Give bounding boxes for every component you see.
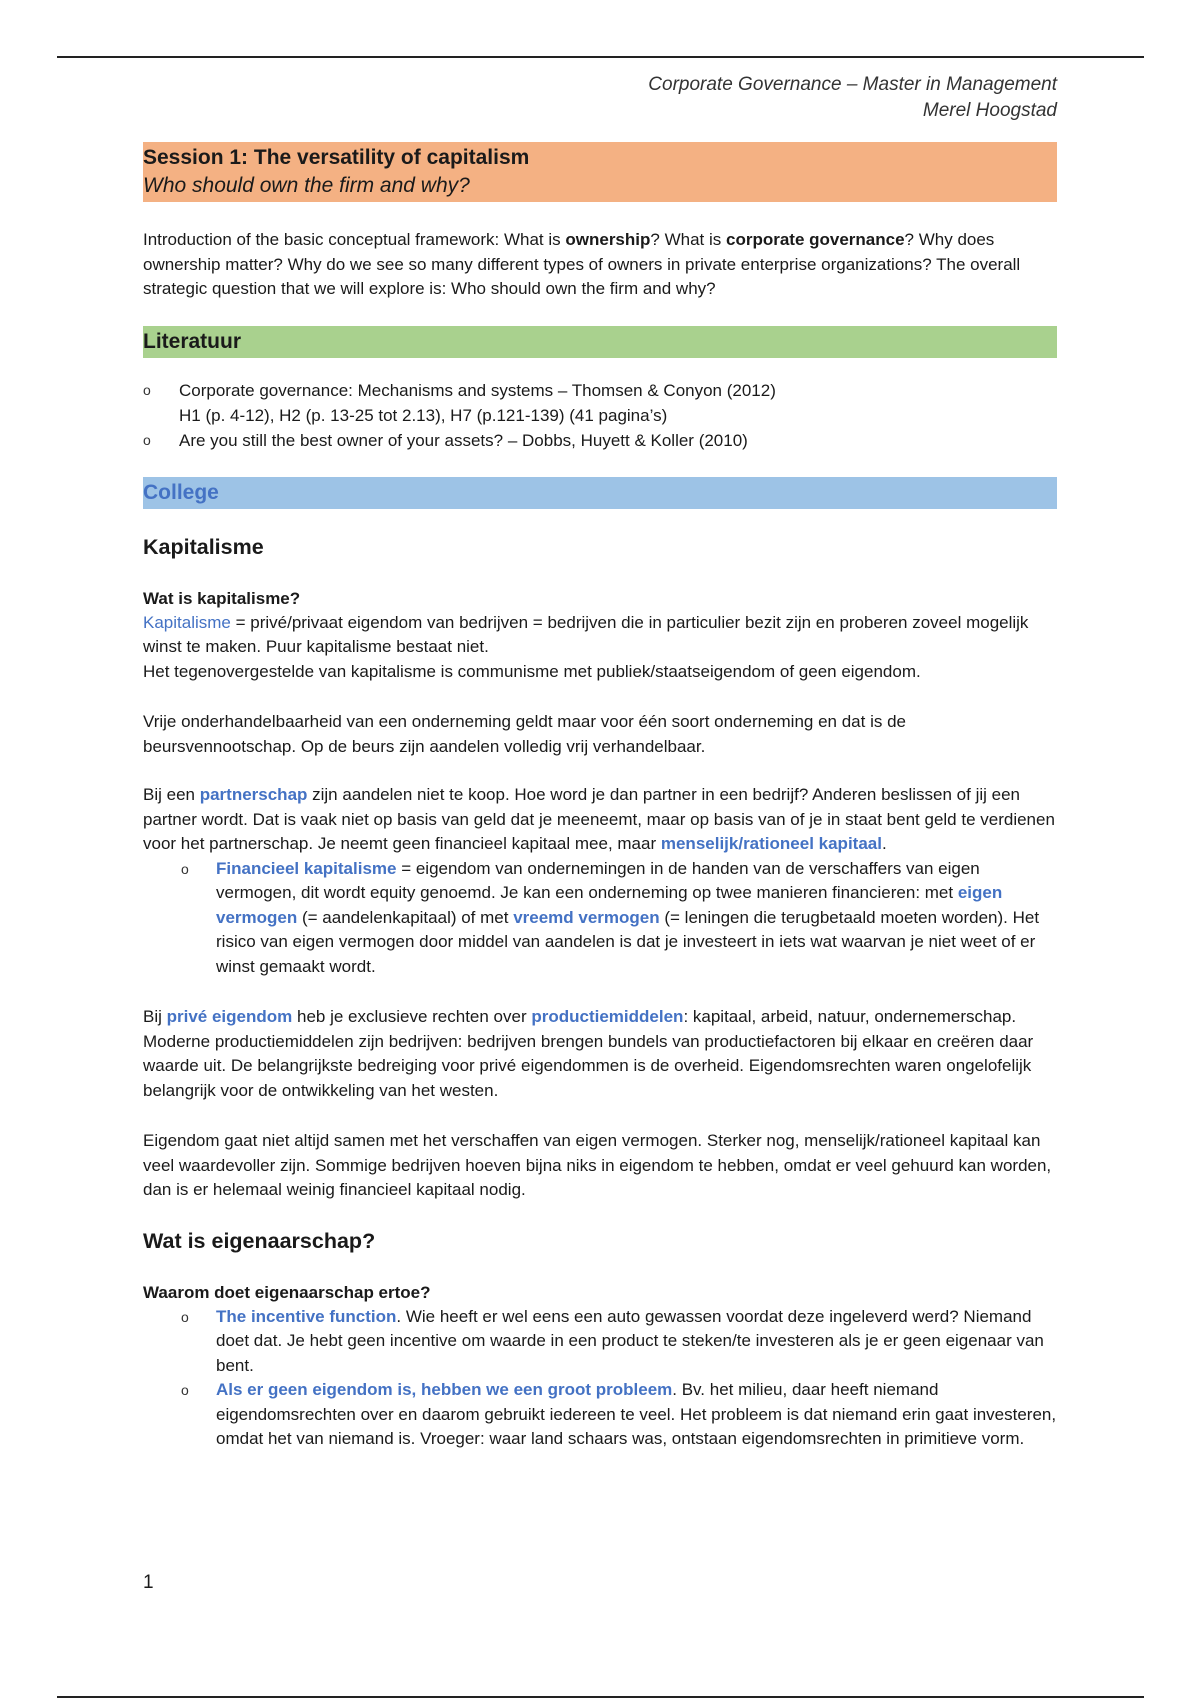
key-term: privé eigendom	[166, 1007, 293, 1026]
section-heading: Kapitalisme	[143, 534, 264, 559]
literatuur-heading: Literatuur	[143, 329, 242, 353]
intro-paragraph	[143, 228, 1057, 302]
text: (= aandelenkapitaal) of met	[297, 907, 514, 927]
paragraph	[143, 783, 1057, 857]
college-banner	[143, 477, 1057, 509]
reference-title: Corporate governance: Mechanisms and systems – Thomsen & Conyon (2012)	[179, 380, 776, 400]
key-term: vreemd vermogen	[513, 907, 660, 927]
page-header	[648, 72, 1057, 124]
document-body	[143, 142, 1057, 1452]
bullet-icon: o	[181, 860, 189, 877]
bullet-icon: o	[181, 1382, 189, 1398]
key-term: eigen vermogen	[216, 883, 1003, 927]
paragraph	[143, 611, 1057, 685]
top-rule	[57, 56, 1144, 58]
key-term: productiemiddelen	[531, 1007, 684, 1026]
subsection-heading: Wat is kapitalisme?	[143, 588, 301, 608]
text: zijn aandelen niet te koop. Hoe word je dan partner in een bedrijf? Anderen beslissen of jij een partner wordt. Dat is vaak niet op basis van geld dat je meeneemt, maar op basis van of je in staat bent geld te verdienen voor het partnerschap. Je neemt geen financieel kapitaal mee, maar	[143, 785, 1055, 853]
text: Het tegenovergestelde van kapitalisme is communisme met publiek/staatseigendom of geen eigendom.	[143, 661, 921, 681]
list-item	[143, 857, 1057, 980]
section-heading: Wat is eigenaarschap?	[143, 1228, 376, 1253]
paragraph	[143, 1005, 1057, 1103]
paragraph: Vrije onderhandelbaarheid van een onderneming geldt maar voor één soort onderneming en dat is de beursvennootschap. Op de beurs zijn aandelen volledig vrij verhandelbaar.	[143, 712, 906, 756]
text: heb je exclusieve rechten over	[292, 1007, 532, 1026]
term-ownership: ownership	[565, 230, 651, 249]
bullet-icon: o	[143, 381, 151, 398]
text: ? What is	[650, 230, 726, 249]
reference-pages: H1 (p. 4-12), H2 (p. 13-25 tot 2.13), H7 (p.121-139) (41 pagina’s)	[179, 405, 668, 425]
key-term: partnerschap	[199, 785, 308, 804]
text: ? Why does ownership matter? Why do we see so many different types of owners in private enterprise organizations? The overall strategic question that we will explore is: Who should own the firm and why?	[143, 230, 1021, 298]
page-number: 1	[143, 1572, 154, 1593]
list-item	[143, 1378, 1057, 1452]
key-term: menselijk/rationeel kapitaal	[660, 834, 882, 853]
header-author: Merel Hoogstad	[922, 100, 1057, 121]
subsection-heading: Waarom doet eigenaarschap ertoe?	[143, 1282, 431, 1302]
college-heading: College	[143, 480, 219, 504]
text: Bij een	[143, 785, 200, 804]
session-banner	[143, 142, 1057, 202]
key-term: Als er geen eigendom is, hebben we een groot probleem	[216, 1380, 673, 1399]
sub-list	[143, 1305, 1057, 1452]
session-title: Session 1: The versatility of capitalism	[143, 146, 530, 169]
text: Bij	[143, 1007, 167, 1026]
bullet-icon: o	[181, 1308, 189, 1325]
key-term: The incentive function	[216, 1306, 397, 1326]
session-subtitle: Who should own the firm and why?	[143, 174, 470, 197]
sub-list	[143, 857, 1057, 980]
literature-list	[143, 378, 1057, 453]
list-item	[143, 428, 1057, 453]
paragraph: Eigendom gaat niet altijd samen met het verschaffen van eigen vermogen. Sterker nog, menselijk/rationeel kapitaal kan veel waardevoller zijn. Sommige bedrijven hoeven bijna niks in eigendom te hebben, omdat er veel gehuurd kan worden, dan is er helemaal weinig financieel kapitaal nodig.	[143, 1131, 1052, 1199]
literatuur-banner	[143, 326, 1057, 358]
text: = privé/privaat eigendom van bedrijven = bedrijven die in particulier bezit zijn en proberen zoveel mogelijk winst te maken. Puur kapitalisme bestaat niet.	[143, 612, 1029, 656]
list-item	[143, 378, 1057, 428]
bullet-icon: o	[143, 431, 151, 448]
term-corporate-governance: corporate governance	[725, 230, 905, 249]
key-term: Financieel kapitalisme	[216, 858, 397, 878]
text: (= leningen die terugbetaald moeten worden). Het risico van eigen vermogen door middel van aandelen is dat je investeert in iets wat waarvan je niet weet of er winst gemaakt wordt.	[216, 907, 1040, 976]
text: : kapitaal, arbeid, natuur, ondernemerschap. Moderne productiemiddelen zijn bedrijven: bedrijven brengen bundels van productiefactoren bij elkaar en creëren daar waarde uit. De belangrijkste bedreiging voor privé eigendommen is de overheid. Eigendomsrechten waren ongelofelijk belangrijk voor de ontwikkeling van het westen.	[143, 1007, 1034, 1100]
text: = eigendom van ondernemingen in de handen van de verschaffers van eigen vermogen, dit wordt equity genoemd. Je kan een onderneming op twee manieren financieren: met	[216, 858, 980, 902]
key-term: Kapitalisme	[143, 612, 231, 632]
header-course: Corporate Governance – Master in Management	[648, 74, 1057, 95]
text: Introduction of the basic conceptual framework: What is	[143, 230, 566, 249]
text: . Wie heeft er wel eens een auto gewassen voordat deze ingeleverd werd? Niemand doet dat. Je hebt geen incentive om waarde in een product te steken/te investeren als je er geen eigenaar van bent.	[216, 1306, 1044, 1375]
reference-title: Are you still the best owner of your assets? – Dobbs, Huyett & Koller (2010)	[179, 430, 748, 450]
text: . Bv. het milieu, daar heeft niemand eigendomsrechten over en daarom gebruikt iedereen te veel. Het probleem is dat niemand erin gaat investeren, omdat het van niemand is. Vroeger: waar land schaars was, ontstaan eigendomsrechten in primitieve vorm.	[216, 1380, 1057, 1448]
text: .	[881, 834, 887, 853]
list-item	[143, 1305, 1057, 1379]
bottom-rule	[57, 1696, 1144, 1698]
